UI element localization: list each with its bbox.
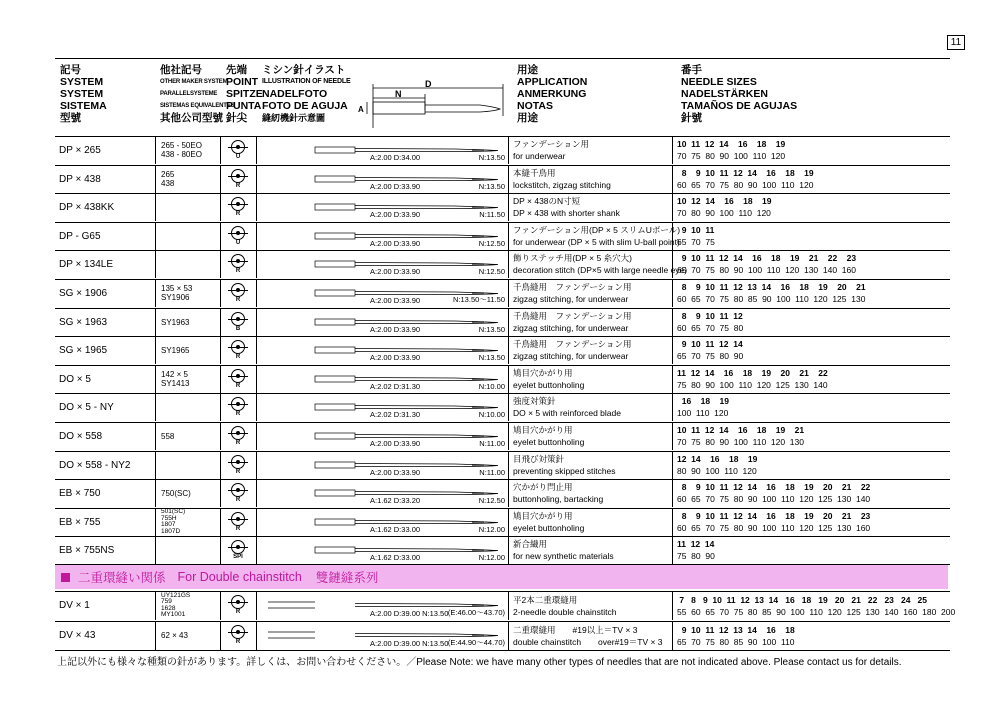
- header-illustration: ミシン針イラスト ILLUSTRATION OF NEEDLE NADELFOTO FOTO DE AGUJA 縫紉機針示意圖: [262, 64, 351, 123]
- needle-dimensions: A:2.00 D:33.90: [370, 296, 421, 305]
- column-divider: [508, 536, 509, 564]
- needle-shank-length: N:13.50～11.50: [453, 295, 505, 304]
- other-maker-system: 62 × 43: [161, 631, 188, 640]
- point-type: SPI: [225, 536, 251, 564]
- needle-sizes: 11 12 14 75 80 90: [677, 539, 715, 561]
- application: ファンデーション用(DP × 5 スリムUボール) for underwear (DP × 5 with slim U-ball point): [513, 225, 681, 247]
- application: 千鳥縫用 ファンデーション用 zigzag stitching, for underwear: [513, 339, 632, 361]
- point-type: R: [225, 193, 251, 221]
- column-divider: [256, 279, 257, 307]
- header-needle-sizes: 番手 NEEDLE SIZES NADELSTÄRKEN TAMAÑOS DE AGUJAS 針號: [681, 64, 798, 124]
- point-type: R: [225, 451, 251, 479]
- column-divider: [220, 336, 221, 364]
- table-row: [55, 621, 950, 650]
- system-code: DP × 265: [59, 144, 101, 156]
- system-code: EB × 755: [59, 516, 101, 528]
- needle-cell: [260, 536, 505, 564]
- system-code: EB × 755NS: [59, 544, 115, 556]
- system-code: DP × 438: [59, 173, 101, 185]
- needle-dimensions: A:2.02 D:31.30: [370, 382, 421, 391]
- system-code: EB × 750: [59, 487, 101, 499]
- needle-point-icon: [231, 340, 245, 354]
- needle-sizes: 10 11 12 14 16 18 19 70 75 80 90 100 110 120: [677, 139, 786, 161]
- column-divider: [256, 591, 257, 620]
- column-divider: [256, 250, 257, 278]
- needle-cell: [260, 250, 505, 278]
- other-maker-system: 265 - 50EO 438 - 80EO: [161, 141, 202, 159]
- header-application: 用途 APPLICATION ANMERKUNG NOTAS 用途: [517, 64, 588, 124]
- application: 鳩目穴かがり用 eyelet buttonholing: [513, 425, 585, 447]
- needle-shank-length: N:13.50: [478, 153, 505, 162]
- column-divider: [220, 451, 221, 479]
- column-divider: [155, 621, 156, 650]
- column-divider: [672, 451, 673, 479]
- column-divider: [155, 479, 156, 507]
- column-divider: [220, 479, 221, 507]
- table-row: [55, 165, 950, 193]
- needle-point-icon: [231, 397, 245, 411]
- column-divider: [155, 422, 156, 450]
- column-divider: [220, 279, 221, 307]
- column-divider: [672, 279, 673, 307]
- column-divider: [508, 393, 509, 421]
- point-type: R: [225, 422, 251, 450]
- other-maker-system: 558: [161, 431, 175, 441]
- needle-sizes: 9 10 11 12 14 16 18 19 21 22 23 65 70 75 80 90 100 110 120 130 140 160: [677, 253, 857, 275]
- needle-cell: [260, 222, 505, 250]
- column-divider: [155, 136, 156, 164]
- column-divider: [508, 365, 509, 393]
- point-type: R: [225, 250, 251, 278]
- needle-shank-length: N:12.00: [478, 553, 505, 562]
- needle-point-icon: [231, 625, 245, 639]
- needle-dimensions: A:2.00 D:33.90: [370, 182, 421, 191]
- column-divider: [508, 136, 509, 164]
- square-bullet-icon: [61, 573, 70, 582]
- column-divider: [672, 308, 673, 336]
- needle-point-icon: [231, 254, 245, 268]
- application: 千鳥縫用 ファンデーション用 zigzag stitching, for underwear: [513, 282, 632, 304]
- application: 平2本二重環縫用 2-needle double chainstitch: [513, 594, 617, 617]
- column-divider: [508, 479, 509, 507]
- other-maker-system: SY1965: [161, 345, 190, 355]
- needle-sizes: 9 10 11 12 14 65 70 75 80 90: [677, 339, 744, 361]
- table-row: [55, 393, 950, 421]
- table-row: [55, 591, 956, 620]
- needle-point-icon: [231, 540, 245, 554]
- needle-point-icon: [231, 169, 245, 183]
- column-divider: [155, 365, 156, 393]
- needle-cell: [260, 308, 505, 336]
- page-number: 11: [947, 35, 965, 50]
- column-divider: [155, 193, 156, 221]
- needle-cell: [260, 591, 505, 620]
- point-type: R: [225, 621, 251, 650]
- point-type: R: [225, 165, 251, 193]
- column-divider: [220, 165, 221, 193]
- column-divider: [155, 222, 156, 250]
- needle-cell: [260, 336, 505, 364]
- table-row: [55, 336, 950, 364]
- column-divider: [220, 136, 221, 164]
- application: 鳩目穴かがり用 eyelet buttonholing: [513, 368, 585, 390]
- row-divider: [55, 650, 950, 651]
- point-type: R: [225, 591, 251, 620]
- diagram-label-d: D: [425, 80, 432, 89]
- needle-sizes: 10 11 12 14 16 18 19 21 70 75 80 90 100 110 120 130: [677, 425, 805, 447]
- system-code: DV × 43: [59, 630, 96, 641]
- application: 鳩目穴かがり用 eyelet buttonholing: [513, 511, 585, 533]
- needle-dimensions: A:2.02 D:31.30: [370, 410, 421, 419]
- column-divider: [256, 422, 257, 450]
- section-label-en: For Double chainstitch: [177, 570, 302, 584]
- table-row: [55, 250, 950, 278]
- point-type: U: [225, 222, 251, 250]
- needle-sizes: 8 9 10 11 12 14 16 18 19 60 65 70 75 80 90 100 110 120: [677, 168, 814, 190]
- column-divider: [672, 136, 673, 164]
- needle-cell: [260, 451, 505, 479]
- section-label-jp: 二重環縫い関係: [78, 571, 166, 585]
- point-type: R: [225, 479, 251, 507]
- needle-dimensions: A:1.62 D:33.20: [370, 496, 421, 505]
- table-row: [55, 365, 950, 393]
- needle-shank-length: N:12.50: [478, 496, 505, 505]
- point-type: B: [225, 308, 251, 336]
- column-divider: [508, 279, 509, 307]
- needle-dimensions: A:1.62 D:33.00: [370, 553, 421, 562]
- point-type: U: [225, 136, 251, 164]
- needle-sizes: 10 12 14 16 18 19 70 80 90 100 110 120: [677, 196, 772, 218]
- needle-cell: [260, 479, 505, 507]
- needle-point-icon: [231, 140, 245, 154]
- column-divider: [256, 193, 257, 221]
- needle-cell: [260, 422, 505, 450]
- column-divider: [508, 222, 509, 250]
- system-code: SG × 1963: [59, 316, 108, 328]
- column-divider: [220, 308, 221, 336]
- application: 強度対策針 DO × 5 with reinforced blade: [513, 396, 621, 418]
- needle-sizes: 8 9 10 11 12 14 16 18 19 20 21 22 60 65 70 75 80 90 100 110 120 125 130 140: [677, 482, 871, 504]
- needle-cell: [260, 508, 505, 536]
- column-divider: [256, 136, 257, 164]
- needle-cell: [260, 621, 505, 650]
- column-divider: [256, 479, 257, 507]
- needle-dimensions: A:2.00 D:39.00 N:13.50: [370, 639, 449, 648]
- needle-shank-length: N:12.50: [478, 239, 505, 248]
- needle-point-icon: [231, 226, 245, 240]
- column-divider: [155, 393, 156, 421]
- column-divider: [256, 222, 257, 250]
- header-top-rule: [55, 58, 950, 59]
- column-divider: [672, 422, 673, 450]
- application: 新合繊用 for new synthetic materials: [513, 539, 614, 561]
- column-divider: [508, 193, 509, 221]
- column-divider: [220, 621, 221, 650]
- table-row: [55, 422, 950, 450]
- needle-sizes: 8 9 10 11 12 14 16 18 19 20 21 23 60 65 70 75 80 90 100 110 120 125 130 160: [677, 511, 871, 533]
- column-divider: [256, 165, 257, 193]
- needle-shank-length: N:13.50: [478, 182, 505, 191]
- system-code: DP - G65: [59, 230, 101, 242]
- needle-point-icon: [231, 512, 245, 526]
- column-divider: [155, 279, 156, 307]
- needle-point-icon: [231, 426, 245, 440]
- needle-point-icon: [231, 369, 245, 383]
- needle-shank-length: N:10.00: [478, 382, 505, 391]
- column-divider: [155, 336, 156, 364]
- section-label-cn: 雙鏈縫系列: [315, 571, 379, 585]
- table-row: [55, 479, 950, 507]
- column-divider: [508, 422, 509, 450]
- column-divider: [672, 393, 673, 421]
- system-code: DO × 5 - NY: [59, 401, 114, 413]
- other-maker-system: SY1963: [161, 317, 190, 327]
- column-divider: [672, 621, 673, 650]
- column-divider: [155, 165, 156, 193]
- needle-cell: [260, 193, 505, 221]
- column-divider: [508, 165, 509, 193]
- column-divider: [508, 451, 509, 479]
- system-code: DO × 558: [59, 430, 103, 442]
- needle-shank-length: N:11.00: [479, 468, 505, 477]
- needle-point-icon: [231, 197, 245, 211]
- needle-dimensions: A:2.00 D:33.90: [370, 468, 421, 477]
- needle-shank-length: N:11.00: [479, 439, 505, 448]
- needle-shank-length: N:13.50: [478, 325, 505, 334]
- column-divider: [672, 591, 673, 620]
- column-divider: [256, 621, 257, 650]
- table-row: [55, 308, 950, 336]
- application: 飾りステッチ用(DP × 5 糸穴大) decoration stitch (DP×5 with large needle eye): [513, 253, 688, 275]
- table-row: [55, 536, 950, 564]
- needle-dimensions: A:2.00 D:33.90: [370, 239, 421, 248]
- table-row: [55, 451, 950, 479]
- other-maker-system: 135 × 53 SY1906: [161, 284, 193, 302]
- column-divider: [155, 308, 156, 336]
- column-divider: [220, 422, 221, 450]
- needle-cell: [260, 165, 505, 193]
- point-type: R: [225, 508, 251, 536]
- column-divider: [672, 336, 673, 364]
- needle-shank-length: (E:46.00～43.70): [447, 608, 505, 617]
- column-divider: [220, 365, 221, 393]
- needle-dimensions: A:2.00 D:33.90: [370, 353, 421, 362]
- header-other-maker: 他社記号 OTHER MAKER SYSTEM PARALLELSYSTEME SISTEMAS EQUIVALENTES 其他公司型號: [160, 64, 235, 124]
- needle-sizes: 8 9 10 11 12 60 65 70 75 80: [677, 311, 744, 333]
- table-row: [55, 193, 950, 221]
- column-divider: [220, 250, 221, 278]
- system-code: SG × 1965: [59, 344, 108, 356]
- column-divider: [220, 222, 221, 250]
- column-divider: [155, 451, 156, 479]
- needle-dimensions: A:2.00 D:33.90: [370, 267, 421, 276]
- column-divider: [672, 193, 673, 221]
- column-divider: [672, 508, 673, 536]
- needle-dimensions: A:1.62 D:33.00: [370, 525, 421, 534]
- needle-dimensions: A:2.00 D:34.00: [370, 153, 421, 162]
- needle-dimensions: A:2.00 D:33.90: [370, 210, 421, 219]
- needle-shank-length: N:11.50: [479, 210, 505, 219]
- column-divider: [256, 393, 257, 421]
- needle-point-icon: [231, 312, 245, 326]
- needle-dimensions: A:2.00 D:33.90: [370, 325, 421, 334]
- footer-note: 上記以外にも様々な種類の針があります。詳しくは、お問い合わせください。／Please Note: we have many other types of needles that are not indicated above. Please contact us for details.: [57, 657, 902, 668]
- needle-shank-length: N:10.00: [478, 410, 505, 419]
- column-divider: [220, 508, 221, 536]
- needle-shank-length: N:13.50: [478, 353, 505, 362]
- system-code: DP × 438KK: [59, 201, 115, 213]
- column-divider: [155, 591, 156, 620]
- point-type: R: [225, 279, 251, 307]
- column-divider: [256, 308, 257, 336]
- needle-sizes: 11 12 14 16 18 19 20 21 22 75 80 90 100 110 120 125 130 140: [677, 368, 828, 390]
- point-type: R: [225, 336, 251, 364]
- column-divider: [508, 591, 509, 620]
- needle-sizes: 12 14 16 18 19 80 90 100 110 120: [677, 454, 758, 476]
- column-divider: [256, 508, 257, 536]
- column-divider: [220, 393, 221, 421]
- column-divider: [508, 250, 509, 278]
- application: 本縫千鳥用 lockstitch, zigzag stitching: [513, 168, 611, 190]
- needle-cell: [260, 365, 505, 393]
- needle-shank-length: N:12.50: [478, 267, 505, 276]
- other-maker-system: UY121GS 759 1628 MY1001: [161, 591, 191, 618]
- application: DP × 438のN寸短 DP × 438 with shorter shank: [513, 196, 620, 218]
- system-code: SG × 1906: [59, 287, 108, 299]
- column-divider: [256, 336, 257, 364]
- other-maker-system: 265 438: [161, 170, 175, 188]
- column-divider: [672, 250, 673, 278]
- table-row: [55, 136, 950, 164]
- application: ファンデーション用 for underwear: [513, 139, 589, 161]
- point-type: R: [225, 393, 251, 421]
- application: 穴かがり閂止用 buttonholing, bartacking: [513, 482, 604, 504]
- column-divider: [220, 536, 221, 564]
- needle-cell: [260, 136, 505, 164]
- header-point: 先端 POINT SPITZE PUNTA 針尖: [226, 64, 263, 124]
- column-divider: [155, 508, 156, 536]
- system-code: DP × 134LE: [59, 258, 114, 270]
- header-system: 記号 SYSTEM SYSTEM SISTEMA 型號: [60, 64, 107, 124]
- column-divider: [672, 165, 673, 193]
- system-code: DO × 558 - NY2: [59, 459, 131, 471]
- column-divider: [155, 536, 156, 564]
- other-maker-system: 142 × 5 SY1413: [161, 370, 190, 388]
- needle-shank-length: (E:44.90～44.70): [447, 638, 505, 647]
- needle-point-icon: [231, 595, 245, 609]
- needle-point-icon: [231, 283, 245, 297]
- column-divider: [672, 479, 673, 507]
- needle-shank-length: N:12.00: [478, 525, 505, 534]
- column-divider: [672, 536, 673, 564]
- application: 目飛び対策針 preventing skipped stitches: [513, 454, 616, 476]
- column-divider: [508, 621, 509, 650]
- table-row: [55, 222, 950, 250]
- column-divider: [508, 308, 509, 336]
- column-divider: [508, 508, 509, 536]
- table-row: [55, 508, 950, 536]
- system-code: DO × 5: [59, 373, 91, 385]
- diagram-label-n: N: [395, 89, 402, 99]
- other-maker-system: 501(SC) 755H 1807 1807D: [161, 508, 186, 535]
- other-maker-system: 750(SC): [161, 488, 191, 498]
- application: 二重環縫用 #19以上＝TV × 3 double chainstitch over#19＝TV × 3: [513, 624, 663, 647]
- needle-dimensions: A:2.00 D:33.90: [370, 439, 421, 448]
- table-row: [55, 279, 950, 307]
- needle-sizes: 9 10 11 12 13 14 16 18 65 70 75 80 85 90 100 110: [677, 624, 795, 647]
- double-chainstitch-section-banner: [55, 565, 948, 589]
- column-divider: [508, 336, 509, 364]
- needle-sizes: 9 10 11 65 70 75: [677, 225, 715, 247]
- needle-cell: [260, 393, 505, 421]
- point-type: R: [225, 365, 251, 393]
- system-code: DV × 1: [59, 600, 90, 611]
- needle-point-icon: [231, 455, 245, 469]
- column-divider: [256, 536, 257, 564]
- needle-sizes: 7 8 9 10 11 12 13 14 16 18 19 20 21 22 23 24 25 55 60 65 70 75 80 85 90 100 110 120 125 130 140 160 180 200: [677, 594, 956, 617]
- needle-cell: [260, 279, 505, 307]
- needle-sizes: 16 18 19 100 110 120: [677, 396, 729, 418]
- column-divider: [220, 591, 221, 620]
- column-divider: [256, 451, 257, 479]
- needle-sizes: 8 9 10 11 12 13 14 16 18 19 20 21 60 65 70 75 80 85 90 100 110 120 125 130: [677, 282, 866, 304]
- column-divider: [672, 222, 673, 250]
- needle-point-icon: [231, 483, 245, 497]
- needle-dimension-diagram: [355, 80, 505, 132]
- column-divider: [220, 193, 221, 221]
- column-divider: [256, 365, 257, 393]
- column-divider: [672, 365, 673, 393]
- column-divider: [155, 250, 156, 278]
- application: 千鳥縫用 ファンデーション用 zigzag stitching, for underwear: [513, 311, 632, 333]
- diagram-label-a: A: [358, 105, 364, 114]
- needle-dimensions: A:2.00 D:39.00 N:13.50: [370, 609, 449, 618]
